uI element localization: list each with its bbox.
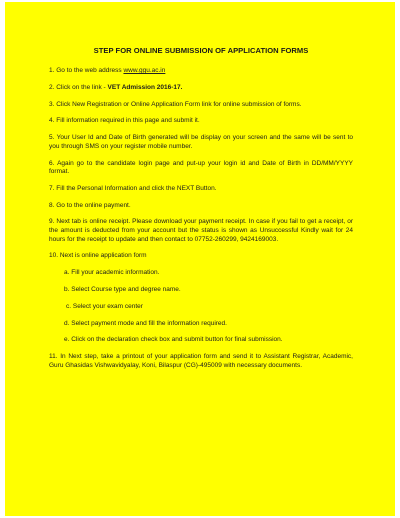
step-text: Go to the online payment. [56,201,131,209]
step-text: Again go to the candidate login page and put-up your login id and Date of Birth in DD/MM/YYYY format. [49,159,353,176]
step-6 [49,160,353,177]
step-text: Fill information required in this page and submit it. [56,117,200,125]
step-9 [49,218,353,244]
step-text: Click on the link - [56,83,108,91]
step-10 [49,252,353,261]
step-number: 6. [49,159,55,167]
step-text: Next tab is online receipt. Please download your payment receipt. In case if you fail to get a receipt, or the amount is deducted from your account but the status is shown as Unsuccessful Kindly wait for 24 hours for the receipt to update and then contact to 07752-260299, 9424169003. [49,218,353,243]
substep-text: Select Course type and degree name. [71,285,181,293]
step-number: 3. [49,100,55,108]
step-2 [49,84,353,93]
substep-text: Fill your academic information. [71,269,160,277]
step-number: 8. [49,201,55,209]
substep-d [49,320,353,329]
substep-letter: a. [64,269,70,277]
step-text: Your User Id and Date of Birth generated will be display on your screen and the same will be sent to you through SMS on your register mobile number. [49,134,353,150]
substep-letter: e. [64,336,70,344]
substep-text: Select your exam center [72,302,143,310]
step-number: 5. [49,134,55,142]
step-number: 1. [49,67,55,74]
document-title: STEP FOR ONLINE SUBMISSION OF APPLICATION FORMS [93,46,309,55]
substep-text: Select payment mode and fill the information required. [71,319,227,327]
substep-letter: c. [66,302,72,310]
substep-letter: b. [64,285,70,293]
substep-c [49,303,353,312]
website-link[interactable]: www.ggu.ac.in [123,67,166,74]
step-number: 11. [49,353,58,361]
step-1 [49,67,353,76]
step-text: Go to the web address [56,67,124,74]
step-text: Next is online application form [59,252,147,260]
step-11 [49,353,353,370]
step-7 [49,185,353,194]
substep-letter: d. [64,319,70,327]
substep-a [49,269,353,278]
step-number: 10. [49,252,59,260]
step-5 [49,134,353,151]
step-text: In Next step, take a printout of your application form and send it to Assistant Registrar, Academic, Guru Ghasidas Vishwavidyalay, Koni, Bilaspur (CG)-495009 with necessary documents. [49,353,353,369]
step-number: 9. [49,218,55,226]
document-sheet [5,2,395,516]
admission-link-label: VET Admission 2016-17. [107,83,183,91]
substep-text: Click on the declaration check box and submit button for final submission. [71,336,283,344]
step-number: 2. [49,83,55,91]
step-text: Fill the Personal Information and click the NEXT Button. [56,184,217,192]
substep-e [49,336,353,345]
step-4 [49,117,353,126]
step-number: 7. [49,184,55,192]
step-number: 4. [49,117,55,125]
step-8 [49,202,353,211]
step-text: Click New Registration or Online Application Form link for online submission of forms. [56,100,302,108]
step-3 [49,101,353,110]
substep-b [49,286,353,295]
